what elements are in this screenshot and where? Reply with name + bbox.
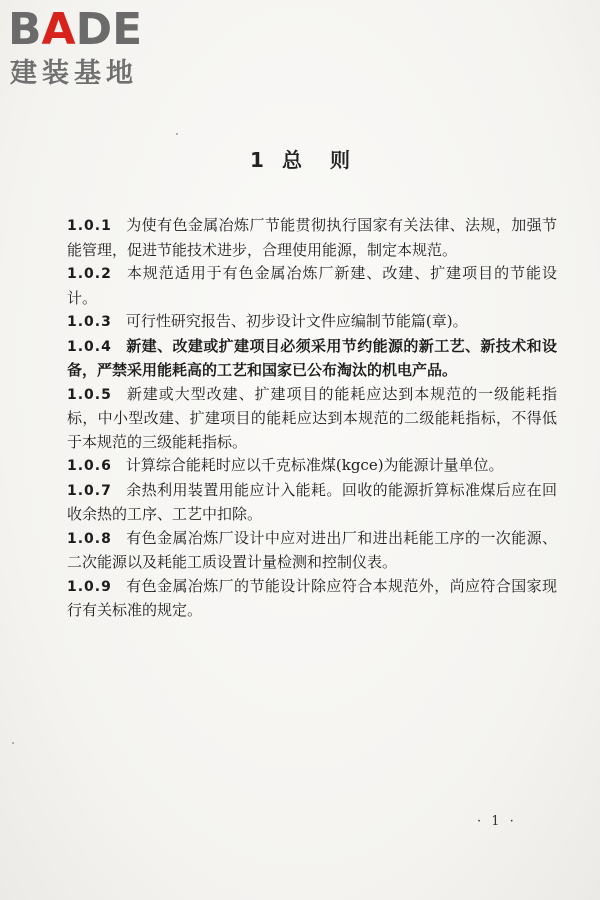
- clause-text: 有色金属冶炼厂设计中应对进出厂和进出耗能工序的一次能源、二次能源以及耗能工质设置计量检测和控制仪表。: [67, 528, 557, 571]
- clause-number: 1.0.5: [67, 386, 112, 403]
- clause-number: 1.0.4: [67, 338, 112, 355]
- clause-number: 1.0.3: [67, 314, 112, 330]
- clause-number: 1.0.9: [67, 578, 112, 595]
- clause-number: 1.0.7: [67, 482, 112, 499]
- clause-item: [67, 527, 557, 575]
- scan-speck: [176, 133, 178, 135]
- clause-item: [67, 214, 557, 262]
- clause-text: 余热利用装置用能应计入能耗。回收的能源折算标准煤后应在回收余热的工序、工艺中扣除。: [67, 480, 557, 523]
- clause-item: [67, 454, 557, 479]
- clause-item: [67, 383, 557, 455]
- scan-speck: [12, 742, 14, 744]
- clause-text: 计算综合能耗时应以千克标准煤(kgce)为能源计量单位。: [125, 456, 504, 474]
- chapter-title-char-1: 总: [281, 148, 302, 172]
- clause-text: 为使有色金属冶炼厂节能贯彻执行国家有关法律、法规，加强节能管理，促进节能技术进步，合理使用能源，制定本规范。: [67, 216, 557, 259]
- logo-wordmark: BADE: [8, 4, 143, 55]
- clause-item: [67, 479, 557, 527]
- clause-text: 新建、改建或扩建项目必须采用节约能源的新工艺、新技术和设备，严禁采用能耗高的工艺和国家已公布淘汰的机电产品。: [67, 336, 557, 379]
- clause-item: [67, 262, 557, 310]
- clause-number: 1.0.2: [67, 266, 112, 282]
- clause-text: 有色金属冶炼厂的节能设计除应符合本规范外，尚应符合国家现行有关标准的规定。: [67, 576, 557, 619]
- bade-logo: [8, 4, 178, 92]
- clause-number: 1.0.8: [67, 530, 112, 547]
- clause-list: [67, 214, 557, 623]
- clause-item-emphasized: [67, 335, 557, 383]
- chapter-title-char-2: 则: [329, 148, 350, 172]
- clause-item: [67, 310, 557, 335]
- clause-text: 本规范适用于有色金属冶炼厂新建、改建、扩建项目的节能设计。: [67, 264, 557, 307]
- clause-number: 1.0.6: [67, 458, 112, 474]
- chapter-number: 1: [250, 148, 264, 172]
- clause-text: 可行性研究报告、初步设计文件应编制节能篇(章)。: [125, 312, 468, 330]
- clause-number: 1.0.1: [67, 218, 112, 234]
- clause-item: [67, 575, 557, 623]
- logo-subtitle: 建装基地: [10, 58, 138, 89]
- clause-text: 新建或大型改建、扩建项目的能耗应达到本规范的一级能耗指标，中小型改建、扩建项目的能耗应达到本规范的二级能耗指标，不得低于本规范的三级能耗指标。: [67, 384, 557, 451]
- page-number: · 1 ·: [477, 814, 517, 829]
- chapter-title: [0, 144, 600, 173]
